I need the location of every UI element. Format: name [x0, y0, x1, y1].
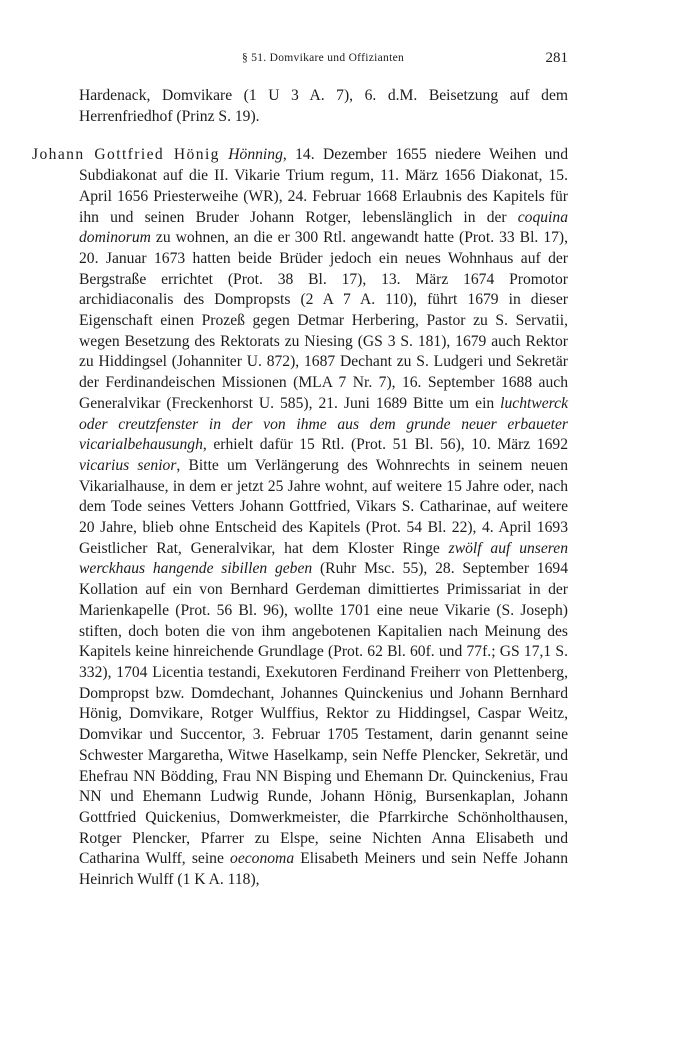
running-head: § 51. Domvikare und Offizianten: [241, 52, 405, 64]
entry-italic-5: oeconoma: [230, 850, 295, 868]
previous-entry-continuation: Hardenack, Domvikare (1 U 3 A. 7), 6. d.M. Beisetzung auf dem Herrenfriedhof (Prinz S. 19).: [79, 87, 568, 125]
name-variant: Hönning: [228, 146, 283, 164]
entry-text-3: , erhielt dafür 15 Rtl. (Prot. 51 Bl. 56), 10. März 1692: [202, 436, 568, 454]
entry-text-4: , Bitte um Verlängerung des Wohnrechts in seinem neuen Vikarialhause, in dem er jetzt 25 Jahre wohnt, auf weitere 15 Jahre oder, nach dem Tode seines Vetters Johann Gottfried, Vikars S. Catharinae, auf weitere 20 Jahre, blieb ohne Entscheid des Kapitels (Prot. 54 Bl. 22), 4. April 1693 Geistlicher Rat, Generalvikar, hat dem Kloster Ringe: [79, 456, 568, 557]
entry-johann-gottfried-hoenig: [32, 145, 568, 890]
entry-text-5: (Ruhr Msc. 55), 28. September 1694 Kollation auf ein von Bernhard Gerdeman dimittiertes Primissariat in der Marienkapelle (Prot. 56 Bl. 96), wollte 1701 eine neue Vikarie (S. Joseph) stiften, doch boten die von ihm angebotenen Kapitalien nach Meinung des Kapitels keine hinreichende Grundlage (Prot. 62 Bl. 60f. und 77f.; GS 17,1 S. 332), 1704 Licentia testandi, Exekutoren Ferdinand Freiherr von Plettenberg, Dompropst bzw. Domdechant, Johannes Quinckenius und Johann Bernhard Hönig, Domvikare, Rotger Wulffius, Rektor zu Hiddingsel, Caspar Weitz, Domvikar und Succentor, 3. Februar 1705 Testament, darin genannt seine Schwester Margaretha, Witwe Haselkamp, sein Neffe Plencker, Sekretär, und Ehefrau NN Bödding, Frau NN Bisping und Ehemann Dr. Quinckenius, Frau NN und Ehemann Ludwig Runde, Johann Hönig, Bursenkaplan, Johann Gottfried Quickenius, Domwerkmeister, die Pfarrkirche Schönholthausen, Rotger Plencker, Pfarrer zu Elspe, seine Nichten Anna Elisabeth und Catharina Wulff, seine: [79, 560, 568, 868]
entry-italic-1: coquina dominorum: [79, 208, 568, 247]
entry-text-6: Elisabeth Meiners und sein Neffe Johann Heinrich Wulff (1 K A. 118),: [79, 850, 568, 889]
page-number: 281: [545, 50, 568, 66]
entry-text-2: zu wohnen, an die er 300 Rtl. angewandt hatte (Prot. 33 Bl. 17), 20. Januar 1673 hatten beide Brüder jedoch ein neues Wohnhaus auf der Bergstraße errichtet (Prot. 38 Bl. 17), 13. März 1674 Promotor archidiaconalis des Dompropsts (2 A 7 A. 110), führt 1679 in dieser Eigenschaft einen Prozeß gegen Detmar Herbering, Pastor zu S. Servatii, wegen Besetzung des Rektorats zu Niesing (GS 3 S. 181), 1679 auch Rektor zu Hiddingsel (Johanniter U. 872), 1687 Dechant zu S. Ludgeri und Sekretär der Ferdinandeischen Missionen (MLA 7 Nr. 7), 16. September 1688 auch Generalvikar (Freckenhorst U. 585), 21. Juni 1689 Bitte um ein: [79, 229, 568, 412]
entry-name: Johann Gottfried Hönig: [32, 146, 220, 164]
body-text: [32, 86, 568, 891]
page-header: [78, 50, 568, 70]
entry-italic-4: zwölf auf unseren werckhaus hangende sibillen geben: [79, 539, 568, 578]
entry-italic-3: vicarius senior: [79, 456, 177, 474]
entry-text-1: , 14. Dezember 1655 niedere Weihen und Subdiakonat auf die II. Vikarie Trium regum, 11. März 1656 Diakonat, 15. April 1656 Priesterweihe (WR), 24. Februar 1668 Erlaubnis des Kapitels für ihn und seinen Bruder Johann Rotger, lebenslänglich in der: [79, 146, 569, 226]
entry-italic-2: luchtwerck oder creutzfenster in der von ihme aus dem grunde neuer erbaueter vicarialbehausungh: [79, 394, 568, 454]
